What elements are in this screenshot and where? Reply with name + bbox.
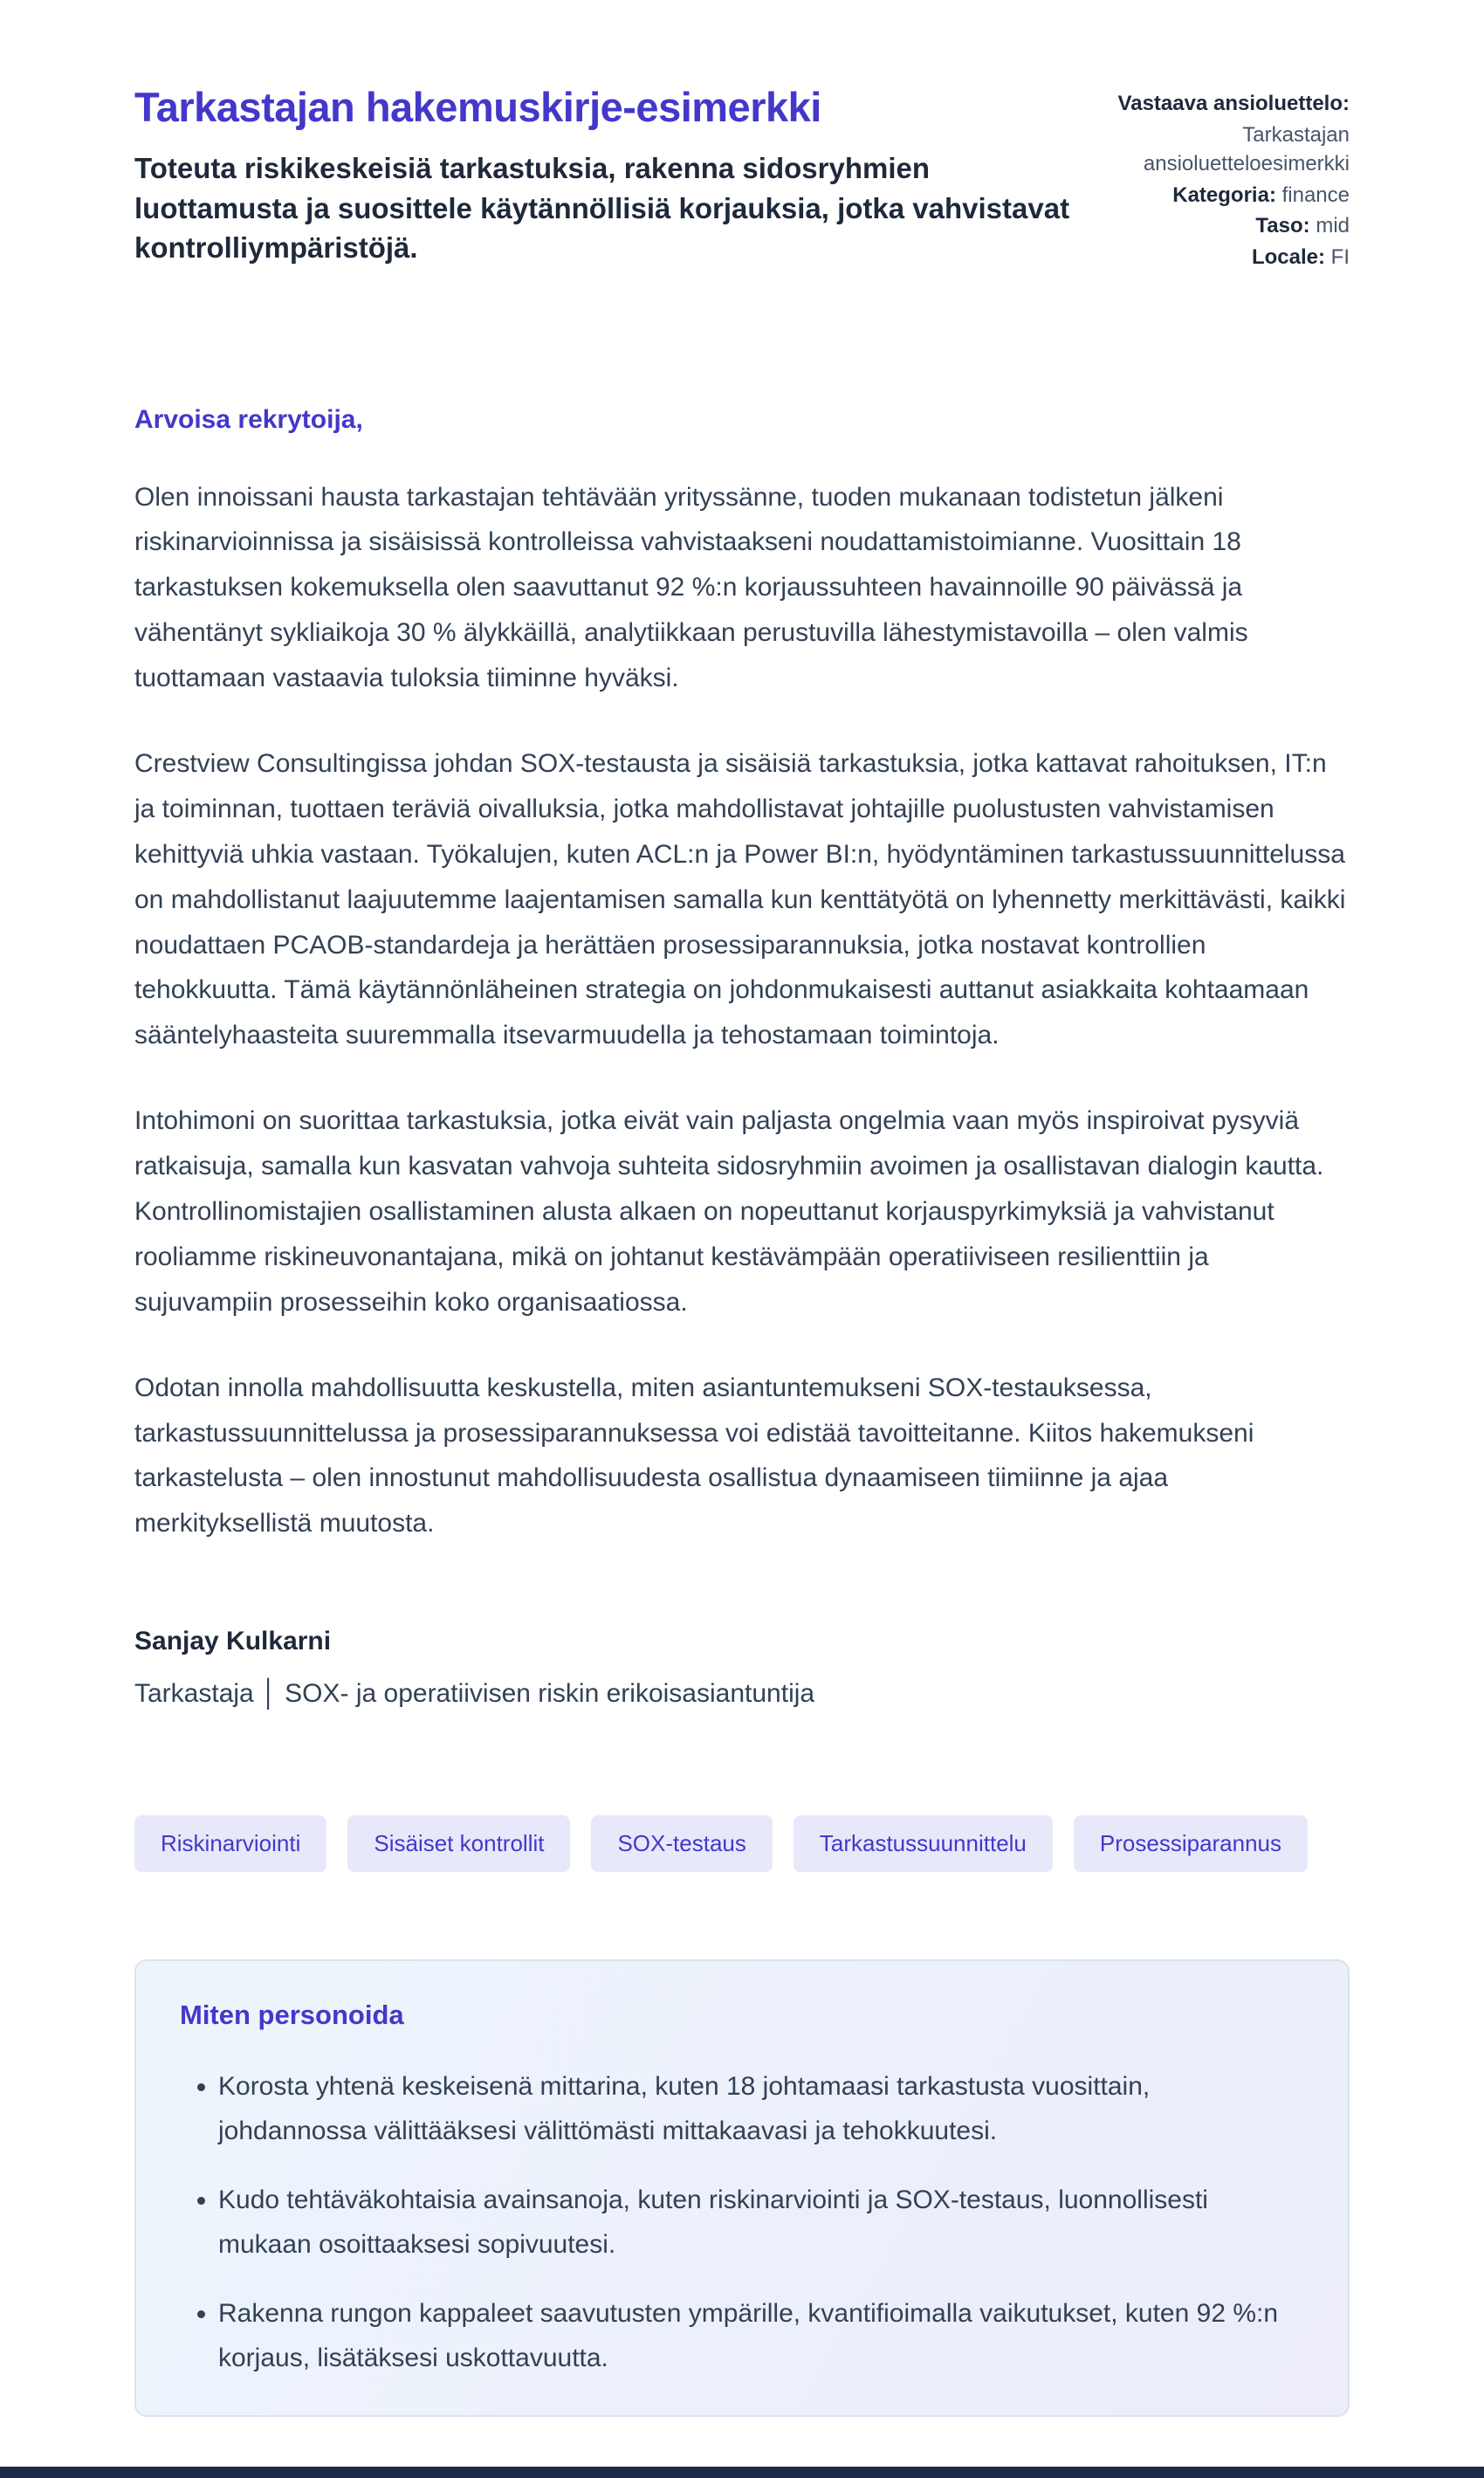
meta-resume-label: Vastaava ansioluettelo: [1117, 92, 1350, 115]
meta-resume-link-line [1088, 120, 1350, 179]
tags-row [134, 1815, 1350, 1872]
tag-prosessiparannus[interactable]: Prosessiparannus [1074, 1815, 1308, 1872]
tips-list [180, 2064, 1304, 2380]
meta-category-label: Kategoria: [1172, 182, 1276, 207]
meta-level-line [1088, 211, 1350, 241]
tip-item: • Korosta yhtenä keskeisenä mittarina, kuten 18 johtamaasi tarkastusta vuosittain, johdannossa välittääksesi välittömästi mittakaavasi ja tehokkuutesi. [218, 2064, 1304, 2153]
meta-panel [1088, 84, 1350, 274]
signature-block [134, 1627, 1350, 1709]
letter-paragraph: Odotan innolla mahdollisuutta keskustella, miten asiantuntemukseni SOX-testauksessa, tarkastussuunnittelussa ja prosessiparannuksessa voi edistää tavoitteitanne. Kiitos hakemukseni tarkastelusta – olen innostunut mahdollisuudesta osallistua dynaamiseen tiimiinne ja ajaa merkityksellistä muutosta. [134, 1373, 1254, 1538]
signature-name: Sanjay Kulkarni [134, 1627, 332, 1656]
meta-locale-value: FI [1330, 244, 1350, 269]
meta-locale-label: Locale: [1251, 244, 1325, 269]
tag-riskinarviointi[interactable]: Riskinarviointi [134, 1815, 326, 1872]
tips-heading: Miten personoida [180, 2000, 404, 2031]
meta-category-line [1088, 181, 1350, 210]
letter-body [134, 405, 1350, 1710]
tip-item: • Kudo tehtäväkohtaisia avainsanoja, kuten riskinarviointi ja SOX-testaus, luonnollisesti mukaan osoittaaksesi sopivuutesi. [218, 2178, 1304, 2267]
meta-resume-label-line [1088, 89, 1350, 119]
signature-title: Tarkastaja │ SOX- ja operatiivisen riskin erikoisasiantuntija [134, 1679, 815, 1709]
header-left [134, 84, 1088, 268]
meta-resume-link[interactable]: Tarkastajan ansioluetteloesimerkki [1143, 122, 1350, 176]
meta-category-value: finance [1281, 182, 1350, 207]
letter-paragraph: Olen innoissani hausta tarkastajan tehtävään yrityssänne, tuoden mukanaan todistetun jälkeni riskinarvioinnissa ja sisäisissä kontrolleissa vahvistaakseni noudattamistoimianne. Vuosittain 18 tarkastuksen kokemuksella olen saavuttanut 92 %:n korjaussuhteen havainnoille 90 päivässä ja vähentänyt sykliaikoja 30 % älykkäillä, analytiikkaan perustuvilla lähestymistavoilla – olen valmis tuottamaan vastaavia tuloksia tiiminne hyväksi. [134, 482, 1248, 693]
tag-tarkastussuunnittelu[interactable]: Tarkastussuunnittelu [794, 1815, 1053, 1872]
tip-item: • Rakenna rungon kappaleet saavutusten ympärille, kvantifioimalla vaikutukset, kuten 92 %:n korjaus, lisätäksesi uskottavuutta. [218, 2291, 1304, 2380]
meta-level-value: mid [1316, 214, 1350, 238]
letter-paragraph: Intohimoni on suorittaa tarkastuksia, jotka eivät vain paljasta ongelmia vaan myös inspiroivat pysyviä ratkaisuja, samalla kun kasvatan vahvoja suhteita sidosryhmiin avoimen ja osallistavan dialogin kautta. Kontrollinomistajien osallistaminen alusta alkaen on nopeuttanut korjauspyrkimyksiä ja vahvistanut rooliamme riskineuvonantajana, mikä on johtanut kestävämpään operatiiviseen resilienttiin ja sujuvampiin prosesseihin koko organisaatiossa. [134, 1106, 1324, 1317]
tag-sisaiset-kontrollit[interactable]: Sisäiset kontrollit [347, 1815, 570, 1872]
footer-bar [0, 2467, 1484, 2478]
letter-paragraph: Crestview Consultingissa johdan SOX-testausta ja sisäisiä tarkastuksia, jotka kattavat rahoituksen, IT:n ja toiminnan, tuottaen teräviä oivalluksia, jotka mahdollistavat johtajille puolustusten vahvistamisen kehittyviä uhkia vastaan. Työkalujen, kuten ACL:n ja Power BI:n, hyödyntäminen tarkastussuunnittelussa on mahdollistanut laajuutemme laajentamisen samalla kun kenttätyötä on lyhennetty merkittävästi, kaikki noudattaen PCAOB-standardeja ja herättäen prosessiparannuksia, jotka nostavat kontrollien tehokkuutta. Tämä käytännönläheinen strategia on johdonmukaisesti auttanut asiakkaita kohtaamaan sääntelyhaasteita suuremmalla itsevarmuudella ja tehostamaan toimintoja. [134, 749, 1346, 1050]
salutation: Arvoisa rekrytoija, [134, 404, 363, 434]
personalization-tips-box [134, 1959, 1350, 2417]
meta-locale-line [1088, 243, 1350, 272]
page-subtitle: Toteuta riskikeskeisiä tarkastuksia, rakenna sidosryhmien luottamusta ja suosittele käytännöllisiä korjauksia, jotka vahvistavat kontrolliympäristöjä. [134, 152, 1070, 265]
page-title: Tarkastajan hakemuskirje-esimerkki [134, 84, 821, 130]
tag-sox-testaus[interactable]: SOX-testaus [591, 1815, 772, 1872]
header [134, 84, 1350, 274]
meta-level-label: Taso: [1255, 214, 1310, 238]
